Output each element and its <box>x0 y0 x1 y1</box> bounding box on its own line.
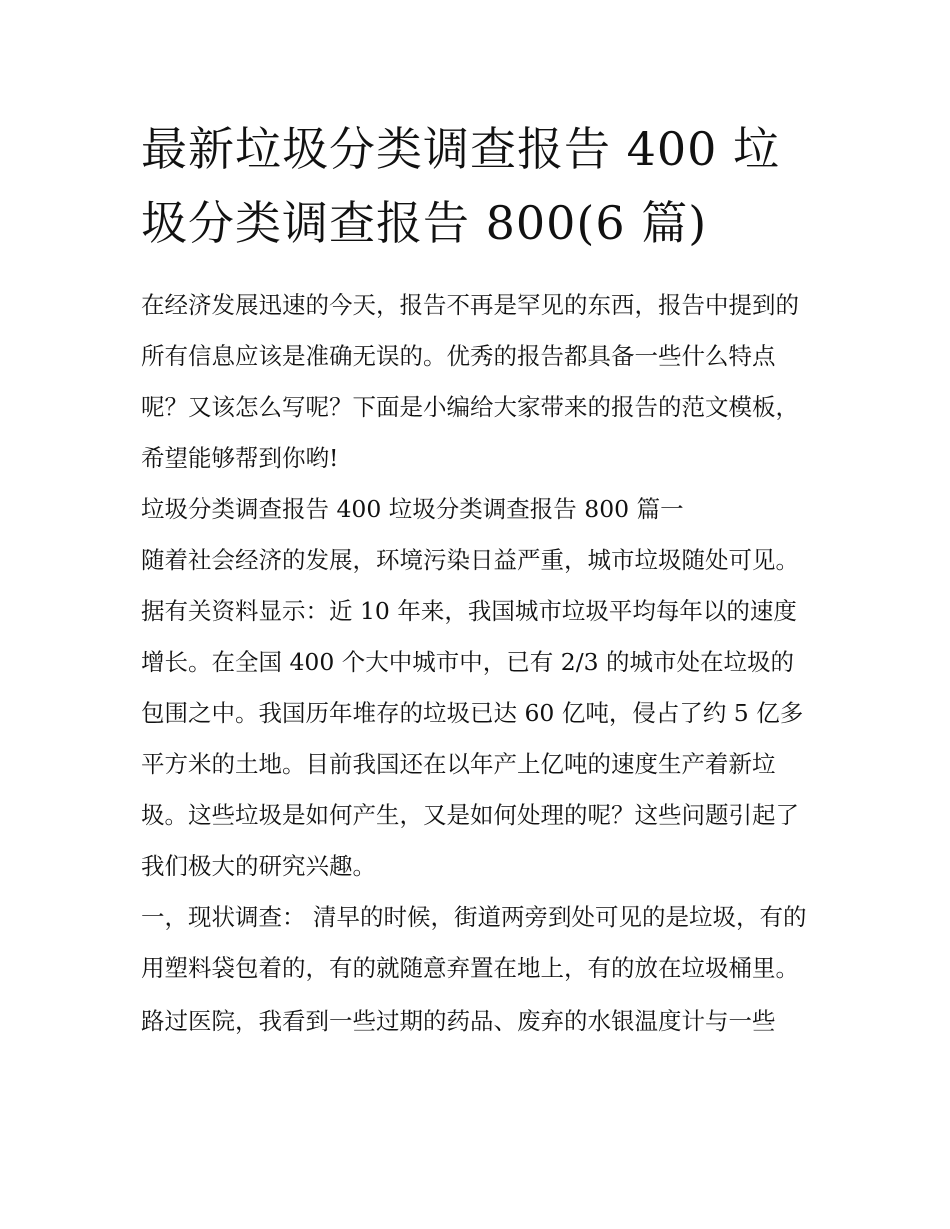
body-paragraph-3: 路过医院，我看到一些过期的药品、废弃的水银温度计与一些 <box>141 1007 776 1035</box>
document-title <box>141 112 813 260</box>
body-paragraph-2: 一，现状调查： 清早的时候，街道两旁到处可见的是垃圾，有的用塑料袋包着的，有的就随意弃置在地上，有的放在垃圾桶里。 <box>141 903 807 982</box>
body-paragraph-1: 随着社会经济的发展，环境污染日益严重，城市垃圾随处可见。据有关资料显示：近 10 年来，我国城市垃圾平均每年以的速度增长。在全国 400 个大中城市中，已有 2/3 的城市处在垃圾的包围之中。我国历年堆存的垃圾已达 60 亿吨，侵占了约 5 亿多平方米的土地。目前我国还在以年产上亿吨的速度生产着新垃圾。这些垃圾是如何产生，又是如何处理的呢？这些问题引起了我们极大的研究兴趣。 <box>141 546 804 880</box>
document-page <box>141 112 813 1047</box>
intro-paragraph: 在经济发展迅速的今天，报告不再是罕见的东西，报告中提到的所有信息应该是准确无误的。优秀的报告都具备一些什么特点呢？又该怎么写呢？下面是小编给大家带来的报告的范文模板，希望能够帮到你哟! <box>141 291 799 472</box>
section-heading: 垃圾分类调查报告 400 垃圾分类调查报告 800 篇一 <box>141 495 684 523</box>
title-line-1: 最新垃圾分类调查报告 400 垃 <box>141 122 781 176</box>
title-line-2: 圾分类调查报告 800(6 篇) <box>141 196 708 250</box>
